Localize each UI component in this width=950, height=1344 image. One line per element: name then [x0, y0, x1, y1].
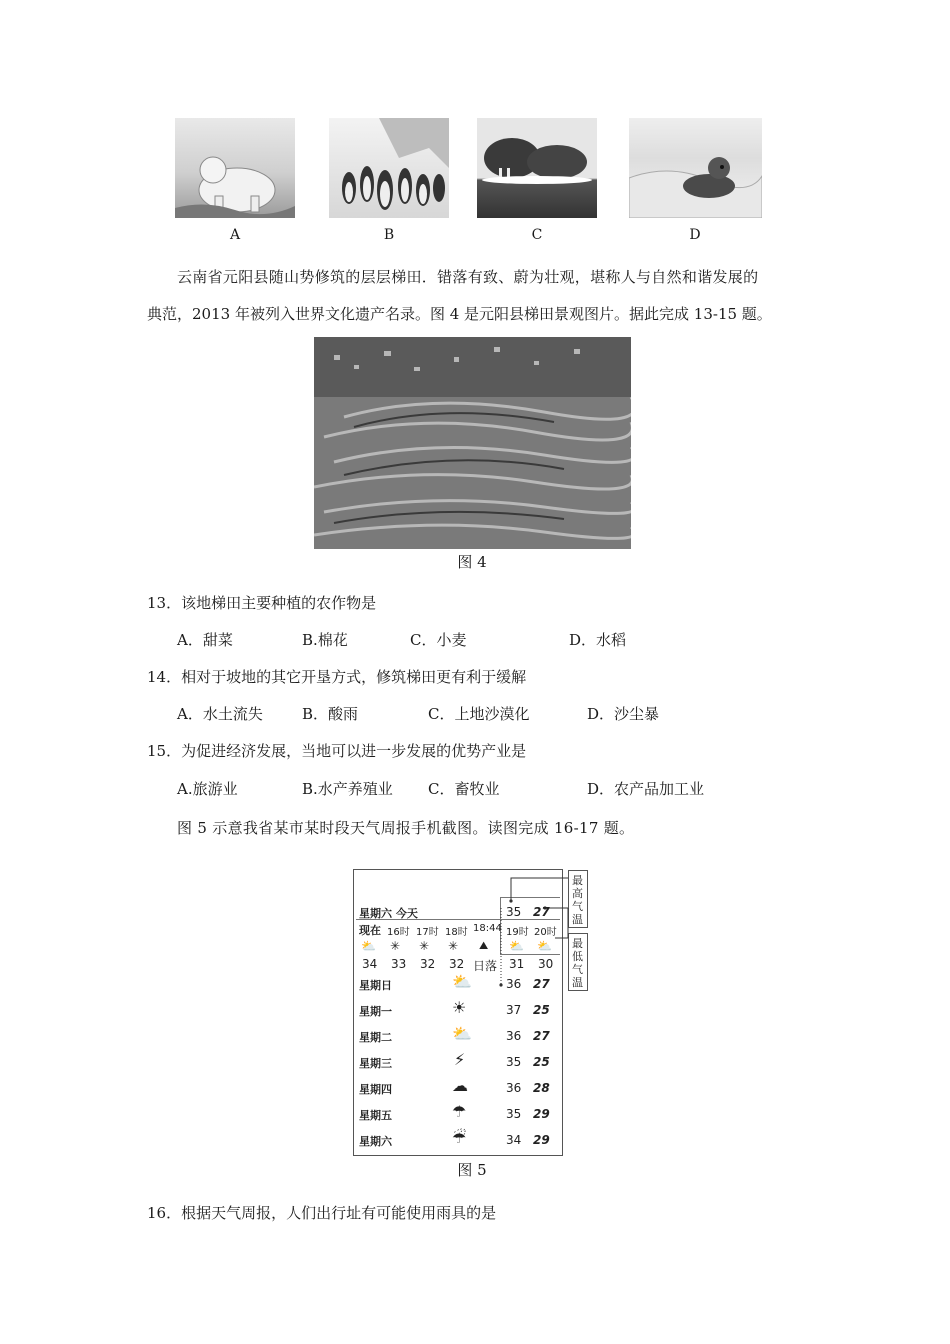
sun-icon: ✳: [390, 939, 401, 953]
q15-option-b: B.水产养殖业: [302, 780, 393, 798]
animal-label-b: B: [383, 227, 395, 243]
q13-option-a: A．甜菜: [177, 631, 233, 649]
partly-cloudy-icon: ⛅: [509, 939, 524, 953]
question-13: 13．该地梯田主要种植的农作物是: [147, 594, 377, 612]
q14-option-b: B．酸雨: [302, 705, 359, 723]
intro-line-2: 典范，2013 年被列入世界文化遗产名录。图 4 是元阳县梯田景观图片。据此完成 13-15 题。: [147, 305, 772, 323]
thunder-icon: ⚡: [454, 1050, 466, 1069]
figure-4-caption: 图 4: [457, 553, 487, 571]
question-16: 16．根据天气周报，人们出行址有可能使用雨具的是: [147, 1204, 497, 1222]
hour-temp-17: 32: [420, 957, 436, 971]
label-low-char-1: 最: [572, 937, 583, 950]
label-high-char-2: 高: [572, 887, 583, 900]
day-friday-low: 29: [533, 1107, 550, 1121]
intro-line-1: 云南省元阳县随山势修筑的层层梯田．错落有致、蔚为壮观，堪称人与自然和谐发展的: [177, 268, 759, 286]
day-sunday-low: 27: [533, 977, 550, 991]
sun-icon: ☀: [452, 998, 467, 1017]
hour-temp-now: 34: [362, 957, 378, 971]
today-title: 星期六 今天: [359, 907, 418, 920]
day-tuesday: 星期二: [359, 1031, 392, 1044]
hour-17: 17时: [416, 927, 439, 938]
label-low-char-4: 温: [572, 976, 583, 989]
partly-cloudy-icon: ⛅: [452, 972, 472, 991]
label-low-char-3: 气: [572, 963, 583, 976]
hour-1844: 18:44: [473, 923, 502, 934]
q15-option-a: A.旅游业: [177, 780, 238, 798]
label-high-char-3: 气: [572, 900, 583, 913]
partly-cloudy-icon: ⛅: [537, 939, 552, 953]
walrus-photo: [477, 118, 597, 218]
day-thursday-low: 28: [533, 1081, 550, 1095]
day-tuesday-low: 27: [533, 1029, 550, 1043]
polar-bear-photo: [175, 118, 295, 218]
animal-label-c: C: [531, 227, 543, 243]
q13-option-d: D．水稻: [569, 631, 627, 649]
label-high-char-1: 最: [572, 874, 583, 887]
question-15: 15．为促进经济发展，当地可以进一步发展的优势产业是: [147, 742, 527, 760]
figure-5-caption: 图 5: [457, 1161, 487, 1179]
question-14: 14．相对于坡地的其它开垦方式，修筑梯田更有利于缓解: [147, 668, 527, 686]
hour-16: 16时: [387, 927, 410, 938]
day-monday-low: 25: [533, 1003, 550, 1017]
seal-photo: [629, 118, 762, 218]
hour-temp-19: 31: [509, 957, 525, 971]
sunset-label: 日落: [473, 959, 498, 973]
hour-temp-18: 32: [449, 957, 465, 971]
q14-option-c: C．上地沙漠化: [428, 705, 530, 723]
day-monday: 星期一: [359, 1005, 392, 1018]
cloudy-icon: ☁: [452, 1076, 468, 1095]
day-wednesday-high: 35: [506, 1055, 522, 1069]
day-tuesday-high: 36: [506, 1029, 522, 1043]
penguins-photo: [329, 118, 449, 218]
q14-option-a: A．水土流失: [177, 705, 263, 723]
q13-option-c: C．小麦: [410, 631, 467, 649]
animal-label-a: A: [229, 227, 241, 243]
day-sunday: 星期日: [359, 979, 392, 992]
sun-icon: ✳: [419, 939, 430, 953]
day-wednesday: 星期三: [359, 1057, 392, 1070]
partly-cloudy-icon: ⛅: [361, 939, 376, 953]
animal-label-d: D: [689, 227, 701, 243]
day-friday-high: 35: [506, 1107, 522, 1121]
today-low: 27: [533, 905, 550, 919]
day-thursday-high: 36: [506, 1081, 522, 1095]
hour-18: 18时: [445, 927, 468, 938]
day-friday: 星期五: [359, 1109, 392, 1122]
light-rain-icon: ☂: [452, 1102, 467, 1121]
day-wednesday-low: 25: [533, 1055, 550, 1069]
q13-option-b: B.棉花: [302, 631, 348, 649]
hour-temp-16: 33: [391, 957, 407, 971]
hour-temp-20: 30: [538, 957, 554, 971]
partly-cloudy-icon: ⛅: [452, 1024, 472, 1043]
label-low-char-2: 低: [572, 950, 583, 963]
sun-icon: ✳: [448, 939, 459, 953]
hour-20: 20时: [534, 927, 557, 938]
hour-19: 19时: [506, 927, 529, 938]
figure-5-intro: 图 5 示意我省某市某时段天气周报手机截图。读图完成 16-17 题。: [177, 819, 635, 837]
day-saturday-low: 29: [533, 1133, 550, 1147]
day-saturday-high: 34: [506, 1133, 522, 1147]
day-monday-high: 37: [506, 1003, 522, 1017]
label-high-char-4: 温: [572, 913, 583, 926]
hour-now: 现在: [359, 924, 381, 937]
q15-option-d: D．农产品加工业: [587, 780, 705, 798]
day-saturday: 星期六: [359, 1135, 392, 1148]
rain-icon: ☔: [452, 1128, 467, 1147]
day-thursday: 星期四: [359, 1083, 392, 1096]
q14-option-d: D．沙尘暴: [587, 705, 660, 723]
today-high: 35: [506, 905, 522, 919]
terrace-photo: [314, 337, 631, 549]
q15-option-c: C．畜牧业: [428, 780, 500, 798]
day-sunday-high: 36: [506, 977, 522, 991]
sunset-icon: ⛰: [479, 939, 489, 952]
